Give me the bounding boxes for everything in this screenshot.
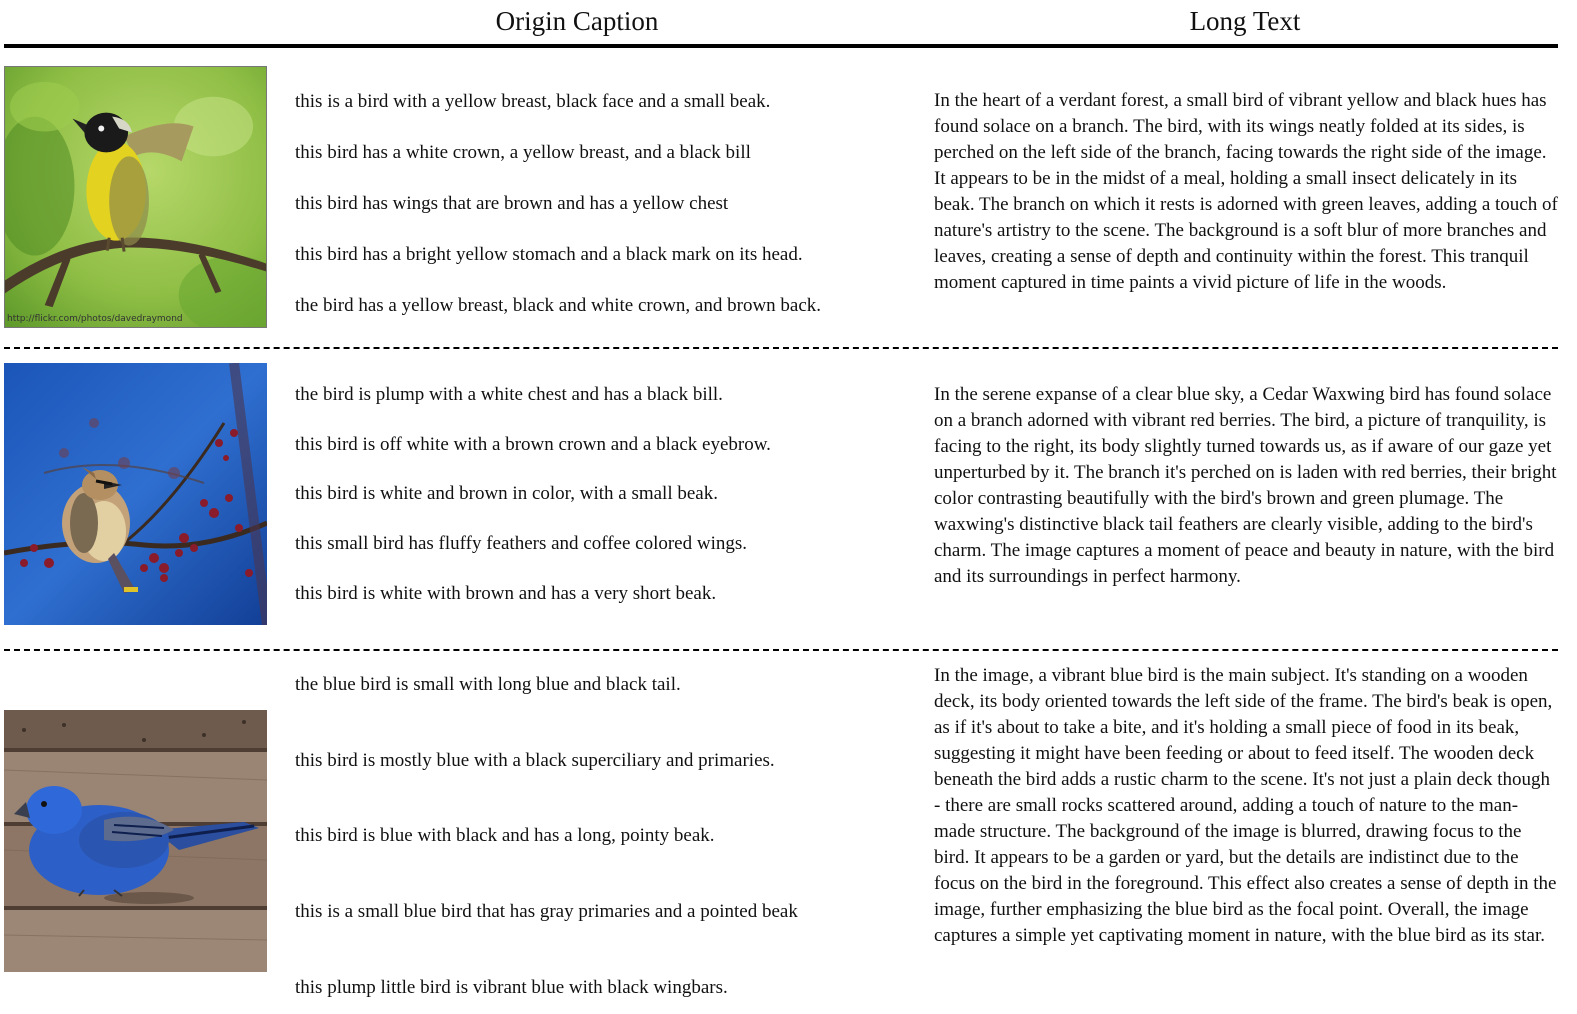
- bird-image-1: [4, 66, 267, 328]
- caption-line: the blue bird is small with long blue and black tail.: [295, 674, 681, 695]
- caption-line: this bird is white and brown in color, with a small beak.: [295, 483, 718, 504]
- caption-line: the bird has a yellow breast, black and white crown, and brown back.: [295, 295, 822, 316]
- caption-line: this is a bird with a yellow breast, black face and a small beak.: [295, 91, 771, 112]
- origin-caption-header: Origin Caption: [495, 6, 659, 36]
- image-watermark: http://flickr.com/photos/davedraymond: [7, 314, 183, 324]
- caption-line: this bird is off white with a brown crown and a black eyebrow.: [295, 434, 771, 455]
- caption-line: this bird is white with brown and has a very short beak.: [295, 583, 717, 604]
- bird-image-2: [4, 363, 267, 625]
- row-divider: [4, 347, 1558, 349]
- caption-line: this bird is mostly blue with a black superciliary and primaries.: [295, 750, 775, 771]
- long-text: In the heart of a verdant forest, a small bird of vibrant yellow and black hues has found solace on a branch. The bird, with its wings neatly folded at its sides, is perched on the left side of the branch, facing towards the right side of the image. It appears to be in the midst of a meal, holding a small insect delicately in its beak. The branch on which it rests is adorned with green leaves, adding a touch of nature's artistry to the scene. The background is a soft blur of more branches and leaves, creating a sense of depth and continuity within the forest. This tranquil moment captured in time paints a vivid picture of life in the woods.: [934, 90, 1558, 293]
- caption-line: this bird has wings that are brown and has a yellow chest: [295, 193, 729, 214]
- row-divider: [4, 649, 1558, 651]
- caption-line: this bird has a bright yellow stomach and a black mark on its head.: [295, 244, 803, 265]
- long-text: In the serene expanse of a clear blue sky, a Cedar Waxwing bird has found solace on a branch adorned with vibrant red berries. The bird, a picture of tranquility, is facing to the right, its body slightly turned towards us, as if aware of our gaze yet unperturbed by it. The branch it's perched on is laden with red berries, their bright color contrasting beautifully with the bird's brown and green plumage. The waxwing's distinctive black tail feathers are clearly visible, adding to the bird's charm. The image captures a moment of peace and beauty in nature, with the bird and its surroundings in perfect harmony.: [934, 384, 1557, 587]
- caption-line: this plump little bird is vibrant blue with black wingbars.: [295, 977, 728, 998]
- caption-line: this small bird has fluffy feathers and coffee colored wings.: [295, 533, 748, 554]
- bird-image-3: [4, 710, 267, 972]
- caption-line: this bird is blue with black and has a long, pointy beak.: [295, 825, 715, 846]
- long-text-header: Long Text: [1189, 6, 1301, 36]
- long-text: In the image, a vibrant blue bird is the main subject. It's standing on a wooden deck, its body oriented towards the left side of the frame. The bird's beak is open, as if it's about to take a bite, and it's holding a small piece of food in its beak, suggesting it might have been feeding or about to feed itself. The wooden deck beneath the bird adds a rustic charm to the scene. It's not just a plain deck though - there are small rocks scattered around, adding a touch of nature to the man-made structure. The background of the image is blurred, drawing focus to the bird. It appears to be a garden or yard, but the details are indistinct due to the focus on the bird in the foreground. This effect also creates a sense of depth in the image, further emphasizing the blue bird as the focal point. Overall, the image captures a simple yet captivating moment in nature, with the blue bird as its star.: [934, 665, 1557, 946]
- caption-line: the bird is plump with a white chest and has a black bill.: [295, 384, 723, 405]
- caption-line: this is a small blue bird that has gray primaries and a pointed beak: [295, 901, 798, 922]
- caption-line: this bird has a white crown, a yellow breast, and a black bill: [295, 142, 751, 163]
- header-rule: [4, 44, 1558, 48]
